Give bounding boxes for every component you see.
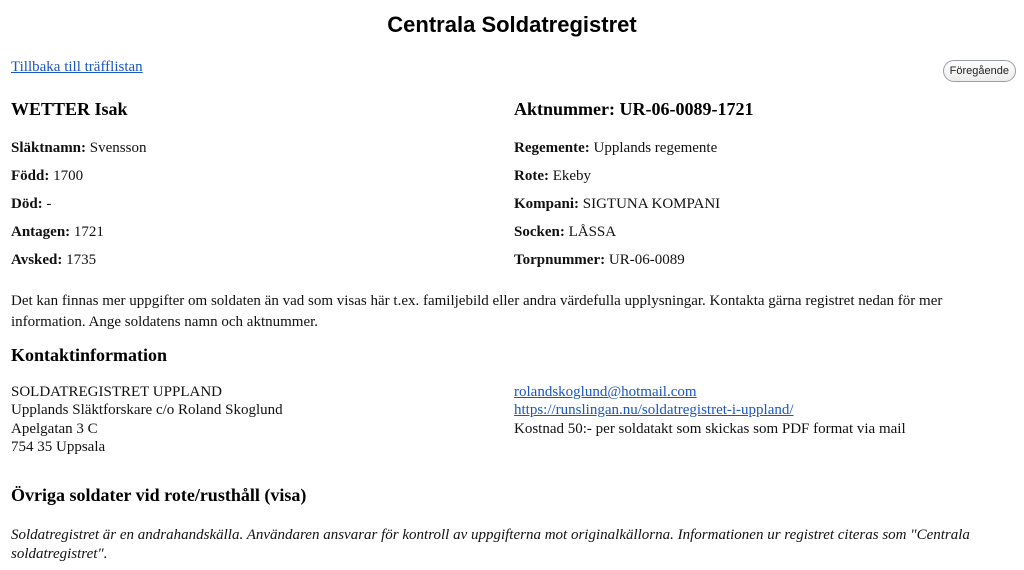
field-value: 1735 [66,252,97,268]
field-label: Släktnamn: [11,140,87,156]
cost-text: Kostnad 50:- per soldatakt som skickas som PDF format via mail [514,421,906,437]
field-surname [11,139,146,157]
field-company [514,195,720,213]
field-enlisted [11,223,104,241]
previous-button[interactable]: Föregående [943,60,1016,82]
email-link[interactable]: rolandskoglund@hotmail.com [514,384,697,400]
back-to-results-link[interactable]: Tillbaka till träfflistan [11,59,143,75]
field-label: Kompani: [514,196,580,212]
field-value: UR-06-0089 [608,252,685,268]
address-line: Apelgatan 3 C [11,421,98,437]
field-label: Död: [11,196,43,212]
field-label: Torpnummer: [514,252,606,268]
field-regiment [514,139,717,157]
field-died [11,195,51,213]
field-label: Rote: [514,168,549,184]
field-value: Ekeby [552,168,592,184]
field-croft-number [514,251,685,269]
field-label: Socken: [514,224,565,240]
field-label: Avsked: [11,252,63,268]
field-label: Född: [11,168,50,184]
field-rote [514,167,591,185]
field-parish [514,223,616,241]
address-line: SOLDATREGISTRET UPPLAND [11,384,222,400]
website-link[interactable]: https://runslingan.nu/soldatregistret-i-uppland/ [514,402,794,418]
disclaimer: Soldatregistret är en andrahandskälla. Användaren ansvarar för kontroll av uppgifterna mot originalkällorna. Informationen ur registret citeras som "Centrala soldatregistret". [11,527,970,562]
field-value: LÅSSA [568,224,617,240]
field-value: Upplands regemente [593,140,718,156]
field-label: Antagen: [11,224,71,240]
soldier-name: WETTER Isak [11,99,128,119]
field-discharged [11,251,96,269]
field-value: Svensson [89,140,147,156]
field-value: 1721 [73,224,104,240]
record-number-heading: Aktnummer: UR-06-0089-1721 [514,99,754,119]
contact-heading: Kontaktinformation [11,345,168,365]
website-line [514,401,794,419]
field-born [11,167,83,185]
page-title: Centrala Soldatregistret [387,12,637,37]
address-line: Upplands Släktforskare c/o Roland Skoglund [11,402,283,418]
email-line [514,383,697,401]
field-value: - [46,196,52,212]
address-line: 754 35 Uppsala [11,439,106,455]
field-value: 1700 [53,168,84,184]
info-text: Det kan finnas mer uppgifter om soldaten än vad som visas här t.ex. familjebild eller andra värdefulla upplysningar. Kontakta gärna registret nedan för mer information. Ange soldatens namn och aktnummer. [11,293,943,330]
field-value: SIGTUNA KOMPANI [582,196,721,212]
field-label: Regemente: [514,140,590,156]
other-soldiers-heading[interactable]: Övriga soldater vid rote/rusthåll (visa) [11,485,307,505]
